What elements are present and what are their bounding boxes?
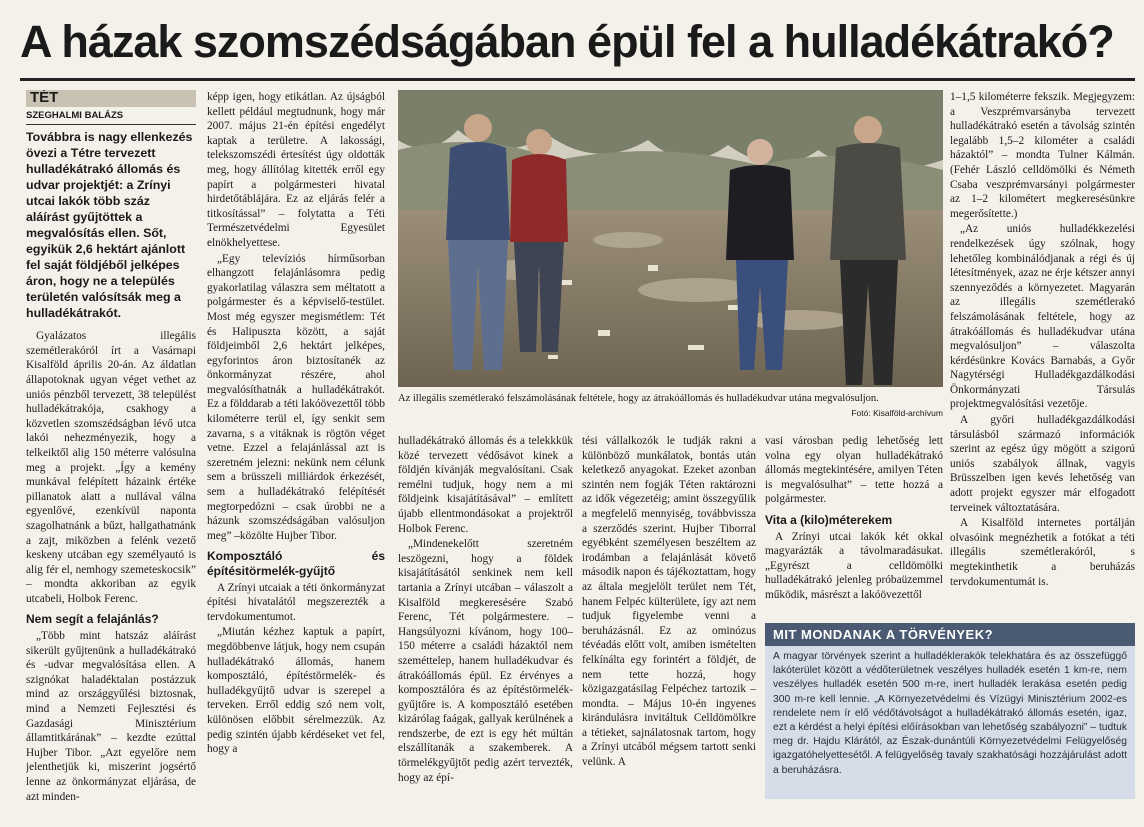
paragraph: A győri hulladékgazdálkodási társulásból származó információk szerint az egész úgy mögött a szigorú uniós szabályok állnak, vagyis Brüsszelben igen kevés lehetőség van adott projekt egyszer már elfogadott terveinek változtatására. bbox=[950, 414, 1135, 514]
paragraph: Gyalázatos illegális szemétlerakóról írt a Vasárnapi Kisalföld április 20-án. Az áldatlan állapotoknak ugyan véget vethet az uniós pénzből tervezett, 38 települést hulladékátrakója, csakhogy a közvetlen szomszédságban lévő utca lakói nehezményezik, hogy a telkeiktől alig 150 méterre valósulna meg a projekt. „Így a kemény munkával felépített házaink értéke pillanatok alatt a nullával válna egyenlővé, ezenkívül naponta szagolhatnánk a bűzt, hallgathatnánk a zajt, miközben a felénk vezető keskeny utcában egy személyautó is alig fér el, nemhogy szemeteskocsik” – mondta akkoriban az egyik utcabeli, Holbok Ferenc. bbox=[26, 330, 196, 605]
subheading: Vita a (kilo)méterekem bbox=[765, 512, 893, 527]
paragraph: „Az uniós hulladékkezelési rendelkezések úgy szólnak, hogy lehetőleg kombinálódjanak a régi és új létesítmények, azaz ne érje kétszer annyi szennyeződés a környezetet. Magyarán az illegális szemétlerakó felszámolásának feltétele, hogy az átrakóállomás és hulladékudvar utána megvalósuljon” – válaszolta kérdésünkre Kovács Barnabás, a Győr Nagytérségi Hulladékgazdálkodási Önkormányzati Társulás projektmegvalósítási vezetője. bbox=[950, 223, 1135, 411]
column-5 bbox=[765, 434, 943, 620]
paragraph: „Mindenekelőtt szeretném leszögezni, hogy a földek kisajátításától senkinek nem kell tartania a Zrínyi utcában – válaszolt a Kisalföld megkeresésére Szabó Ferenc, Tét polgármestere. – Hangsúlyozni kívánom, hogy 100–150 méterre a családi házaktól nem szeméttelep, hanem hulladékudvar és átrakóállomás épül. Ez érvényes a komposztálóra és az építéstörmelék-gyűjtőre is. A komposztáló esetében kizárólag faágak, gallyak kerülnének a rendszerbe, de ezt is egy hét múltán elszállítanák a szakemberek. A törmelékgyűjtőt pedig azért tervezték, hogy az épí- bbox=[398, 538, 573, 784]
photo-credit: Fotó: Kisalföld-archívum bbox=[851, 408, 943, 418]
paragraph: tési vállalkozók le tudják rakni a különböző munkálatok, bontás után keletkező anyagokat. Ezeket azonban szintén nem fogják Téten raktározni az idők végezetéig; amint összegyűlik a megfelelő mennyiség, továbbvissza a szerződés szerint. Hujber Tiborral egyébként személyesen beszéltem az irodámban a felajánlását követő második napon és tájékoztattam, hogy az általa megjelölt terület nem Tét, hanem Felpéc külterülete, így azt nem tudjuk figyelembe venni a beruházásnál. Ez az ominózus tévéadás előtt volt, amiben ismételten felkínálta egy forintért a földjét, de nem tette hozzá, hogy közigazgatásilag Felpéchez tartozik – mondta. – Május 10-én ingyenes kirándulásra invitáltuk Celldömölkre a tétieket, sajnálatosnak tartom, hogy a Zrínyi utcából mégsem tartott senki velünk. A bbox=[582, 435, 756, 769]
paragraph: A Kisalföld internetes portálján olvasóink megnézhetik a fotókat a téti illegális szemétlerakóról, s megtekinthetik a beruházás tervdokumentumát is. bbox=[950, 517, 1135, 588]
paragraph: hulladékátrakó állomás és a telekkkük közé tervezett védősávot kinek a földjén kívánják megvalósítani. Csak remélni tudjuk, hogy nem a mi földjeink kisajátításával” – említett újabb ellentmondásokat a projektről Holbok Ferenc. bbox=[398, 435, 573, 535]
lead-paragraph: Továbbra is nagy ellenkezés övezi a Tétre tervezett hulladékátrakó állomás és udvar projektjét: a Zrínyi utcai lakók több száz aláírást gyűjtöttek a megvalósítás ellen. Sőt, egyikük 2,6 hektárt ajánlott fel saját földjéből jelképes áron, hogy ne a település területén valósítsák meg a hulladékátrakót. bbox=[26, 130, 193, 321]
headline-rule bbox=[20, 78, 1135, 81]
subheading: Komposztáló és építésitörmelék-gyűjtő bbox=[207, 549, 385, 578]
law-info-box bbox=[765, 623, 1135, 799]
column-2 bbox=[207, 90, 385, 802]
column-6 bbox=[950, 90, 1135, 618]
photo-illustration bbox=[398, 90, 943, 387]
paragraph: vasi városban pedig lehetőség lett volna egy olyan hulladékátrakó állomás megtekintésére, amilyen Téten is megvalósulhat” – tette hozzá a polgármester. bbox=[765, 435, 943, 506]
byline: SZEGHALMI BALÁZS bbox=[26, 109, 196, 126]
paragraph: A Zrínyi utcai lakók két okkal magyarázták a távolmaradásukat. „Egyrészt a celldömölki hulladékátrakó jelenleg próbaüzemmel működik, másrészt a lakóövezettől bbox=[765, 530, 943, 601]
law-box-body: A magyar törvények szerint a hulladéklerakók telekhatára és az összefüggő lakóterület között a védőterületnek veszélyes hulladék esetén 1 km-re, nem veszélyes hulladék esetén 500 m-re, inert hulladék lerakása esetén pedig 300 m-re kell lennie. „A Környezetvédelmi és Vízügyi Minisztérium 2002-es rendelete nem ír elő védőtávolságot a hulladékátrakó állomás esetén, igaz, ezt a kérdést a helyi építési előírásokban van lehetőség szabályozni” – tudtuk meg dr. Hajdu Klárától, az Észak-dunántúli Környezetvédelmi Felügyelőség igazgatóhelyettesétől. A felügyelőség tavaly szakhatósági hozzájárulást adott a beruházásra. bbox=[773, 651, 1127, 776]
paragraph: A Zrínyi utcaiak a téti önkormányzat építési hivatalától megszerezték a tervdokumentumot. bbox=[207, 581, 385, 623]
subheading: Nem segít a felajánlás? bbox=[26, 612, 159, 627]
column-1 bbox=[26, 90, 196, 802]
headline: A házak szomszédságában épül fel a hulladékátrakó? bbox=[20, 16, 1114, 67]
photo-caption: Az illegális szemétlerakó felszámolásának feltétele, hogy az átrakóállomás és hulladékudvar utána megvalósuljon. bbox=[398, 393, 879, 404]
kicker: TÉT bbox=[26, 90, 196, 107]
article-photo bbox=[398, 90, 943, 387]
column-3 bbox=[398, 434, 573, 802]
law-box-title: MIT MONDANAK A TÖRVÉNYEK? bbox=[765, 623, 1135, 646]
paragraph: „Miután kézhez kaptuk a papírt, megdöbbenve látjuk, hogy nem csupán hulladékátrakó állomás, hanem komposztáló, építéstörmelék- és hulladékgyűjtő udvar is szerepel a terveken. Erről eddig szó nem volt, különösen előbbit sérelmezzük. Az pedig szintén újabb kérdéseket vet fel, hogy a bbox=[207, 626, 385, 756]
paragraph: 1–1,5 kilométerre fekszik. Megjegyzem: a Veszprémvarsányba tervezett hulladékátrakó esetén a távolság szintén legalább 1,5–2 kilométer a családi házaktól” – mondta Tulner Kálmán. (Fehér László celldömölki és Németh Csaba veszprémvarsányi polgármester az 1–2 kilométert megkeresésünkre megerősítette.) bbox=[950, 91, 1135, 220]
paragraph: „Több mint hatszáz aláírást sikerült gyűjtenünk a hulladékátrakó és -udvar megvalósítása ellen. A szignókat haladéktalan postázzuk mind az országgyűlési biztosnak, mind a Nemzeti Fejlesztési és Gazdasági Minisztérium államtitkárának” – kezdte ezúttal Hujber Tibor. „Azt egyelőre nem jelenthetjük ki, miszerint jogsértő lenne az önkormányzat eljárása, de azt minden- bbox=[26, 630, 196, 802]
paragraph: képp igen, hogy etikátlan. Az újságból kellett például megtudnunk, hogy már 2007. május 21-én építési engedélyt kaptak a területre. A lakossági, telekszomszédi értesítést úgy oldották meg, hogy állítólag kitették erről egy papírt a polgármesteri hivatal hirdetőtáblájára. Ez az eljárás felér a titkosítással” – folytatta a Téti Természetvédelmi Egyesület elnökhelyettese. bbox=[207, 91, 385, 249]
column-4 bbox=[582, 434, 756, 802]
paragraph: „Egy televíziós hírműsorban elhangzott felajánlásomra pedig gyakorlatilag válaszra sem méltatott a polgármester és a képviselő-testület. Most még egyszer megismétlem: Tét és Halipuszta között, a saját földjeimből 2,6 hektárt jelképes, egyforintos áron biztosítanék az önkormányzat részére, ahol megvalósíthatnák a hulladékátrakót. Ez a földdarab a téti lakóövezettől több kilométerre terül el, így senkit sem zavarna, s a vitáknak is rögtön véget vetne. Ezzel a felajánlással azt is szeretném jelezni: nekünk nem célunk sem a brüsszeli milliárdok érkezését, sem a hulladékátrakó felépítését megtorpedózni – csak úrobbi ne a házunk szomszédságában valósuljon meg” –közölte Hujber Tibor. bbox=[207, 252, 385, 542]
